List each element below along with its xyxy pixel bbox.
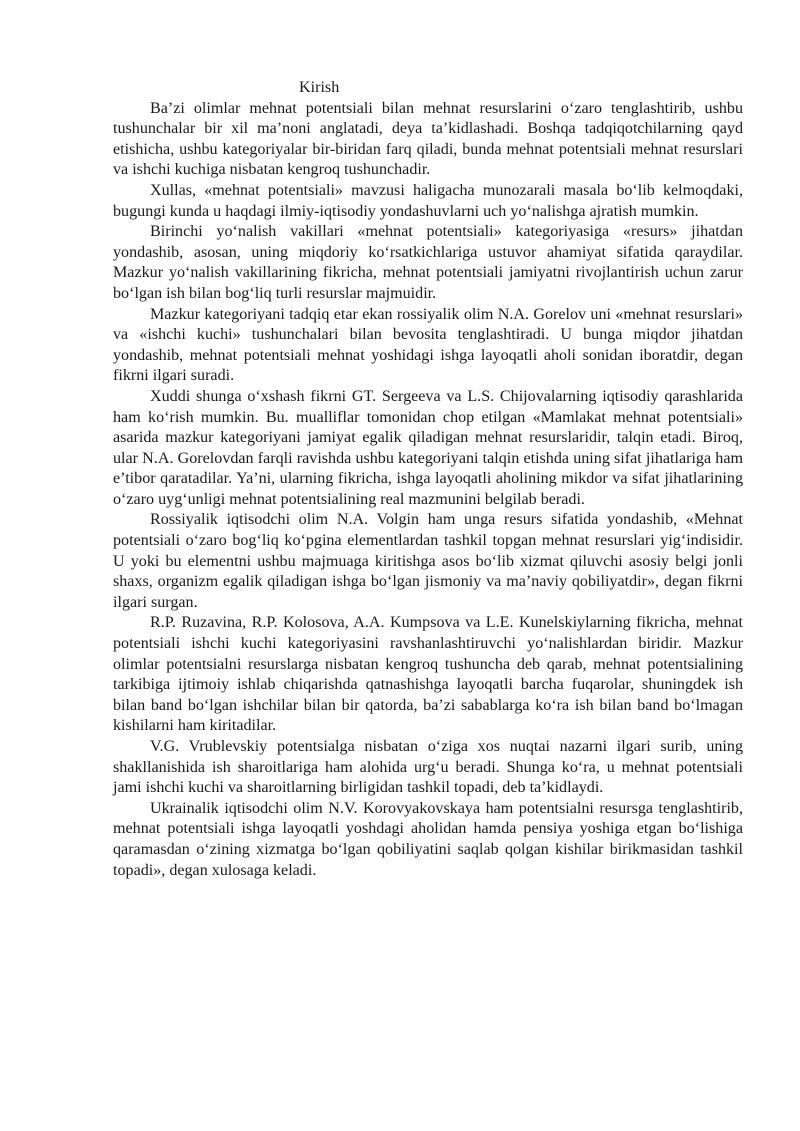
paragraph-3: Birinchi yo‘nalish vakillari «mehnat potentsiali» kategoriyasiga «resurs» jihatdan yondashib, asosan, uning miqdoriy ko‘rsatkichlariga ustuvor ahamiyat sifatida qaraydilar. Mazkur yo‘nalish vakillarining fikricha, mehnat potentsiali jamiyatni rivojlantirish uchun zarur bo‘lgan ish bilan bog‘liq turli resurslar majmuidir. — [113, 223, 743, 302]
paragraph-1: Ba’zi olimlar mehnat potentsiali bilan mehnat resurslarini o‘zaro tenglashtirib, ushbu tushunchalar bir xil ma’noni anglatadi, deya ta’kidlashadi. Boshqa tadqiqotchilarning qayd etishicha, ushbu kategoriyalar bir-biridan farq qiladi, bunda mehnat potentsiali mehnat resurslari va ishchi kuchiga nisbatan kengroq tushunchadir. — [113, 99, 743, 179]
paragraph-5: Xuddi shunga o‘xshash fikrni GT. Sergeeva va L.S. Chijovalarning iqtisodiy qarashlarida ham ko‘rish mumkin. Bu. mualliflar tomonidan chop etilgan «Mamlakat mehnat potentsiali» asarida mazkur kategoriyani jamiyat egalik qiladigan mehnat resurslaridir, talqin etadi. Biroq, ular N.A. Gorelovdan farqli ravishda ushbu kategoriyani talqin etishda uning sifat jihatlariga ham e’tibor qaratadilar. Ya’ni, ularning fikricha, ishga layoqatli aholining mikdor va sifat jihatlarining o‘zaro uyg‘unligi mehnat potentsialining real mazmunini belgilab beradi. — [113, 387, 743, 508]
document-page — [113, 78, 743, 881]
section-heading: Kirish — [299, 79, 340, 96]
paragraph-8: V.G. Vrublevskiy potentsialga nisbatan o‘ziga xos nuqtai nazarni ilgari surib, uning shakllanishida ish sharoitlariga ham alohida urg‘u beradi. Shunga ko‘ra, u mehnat potentsiali jami ishchi kuchi va sharoitlarning birligidan tashkil topadi, deb ta’kidlaydi. — [113, 738, 743, 797]
paragraph-4: Mazkur kategoriyani tadqiq etar ekan rossiyalik olim N.A. Gorelov uni «mehnat resurslari» va «ishchi kuchi» tushunchalari bilan bevosita tenglashtiradi. U bunga miqdor jihatdan yondashib, mehnat potentsiali mehnat yoshidagi ishga layoqatli aholi sonidan iboratdir, degan fikrni ilgari suradi. — [113, 305, 743, 385]
paragraph-7: R.P. Ruzavina, R.P. Kolosova, A.A. Kumpsova va L.E. Kunelskiylarning fikricha, mehnat potentsiali ishchi kuchi kategoriyasini ravshanlashtiruvchi yo‘nalishlardan biridir. Mazkur olimlar potentsialni resurslarga nisbatan kengroq tushuncha deb qarab, mehnat potentsialining tarkibiga ijtimoiy ishlab chiqarishda qatnashishga layoqatli barcha fuqarolar, shuningdek ish bilan band bo‘lgan ishchilar bilan bir qatorda, ba’zi sabablarga ko‘ra ish bilan band bo‘lmagan kishilarni ham kiritadilar. — [113, 614, 743, 735]
paragraph-6: Rossiyalik iqtisodchi olim N.A. Volgin ham unga resurs sifatida yondashib, «Mehnat potentsiali o‘zaro bog‘liq ko‘pgina elementlardan tashkil topgan mehnat resurslari yig‘indisidir. U yoki bu elementni ushbu majmuaga kiritishga asos bo‘lib xizmat qiluvchi asosiy belgi jonli shaxs, organizm egalik qiladigan ishga bo‘lgan jismoniy va ma’naviy qobiliyatdir», degan fikrni ilgari surgan. — [113, 511, 743, 611]
paragraph-2: Xullas, «mehnat potentsiali» mavzusi haligacha munozarali masala bo‘lib kelmoqdaki, bugungi kunda u haqdagi ilmiy-iqtisodiy yondashuvlarni uch yo‘nalishga ajratish mumkin. — [113, 181, 743, 220]
paragraph-9: Ukrainalik iqtisodchi olim N.V. Korovyakovskaya ham potentsialni resursga tenglashtirib, mehnat potentsiali ishga layoqatli yoshdagi aholidan hamda pensiya yoshiga etgan bo‘lishiga qaramasdan o‘zining xizmatga bo‘lgan qobiliyatini saqlab qolgan kishilar birikmasidan tashkil topadi», degan xulosaga keladi. — [113, 799, 743, 879]
